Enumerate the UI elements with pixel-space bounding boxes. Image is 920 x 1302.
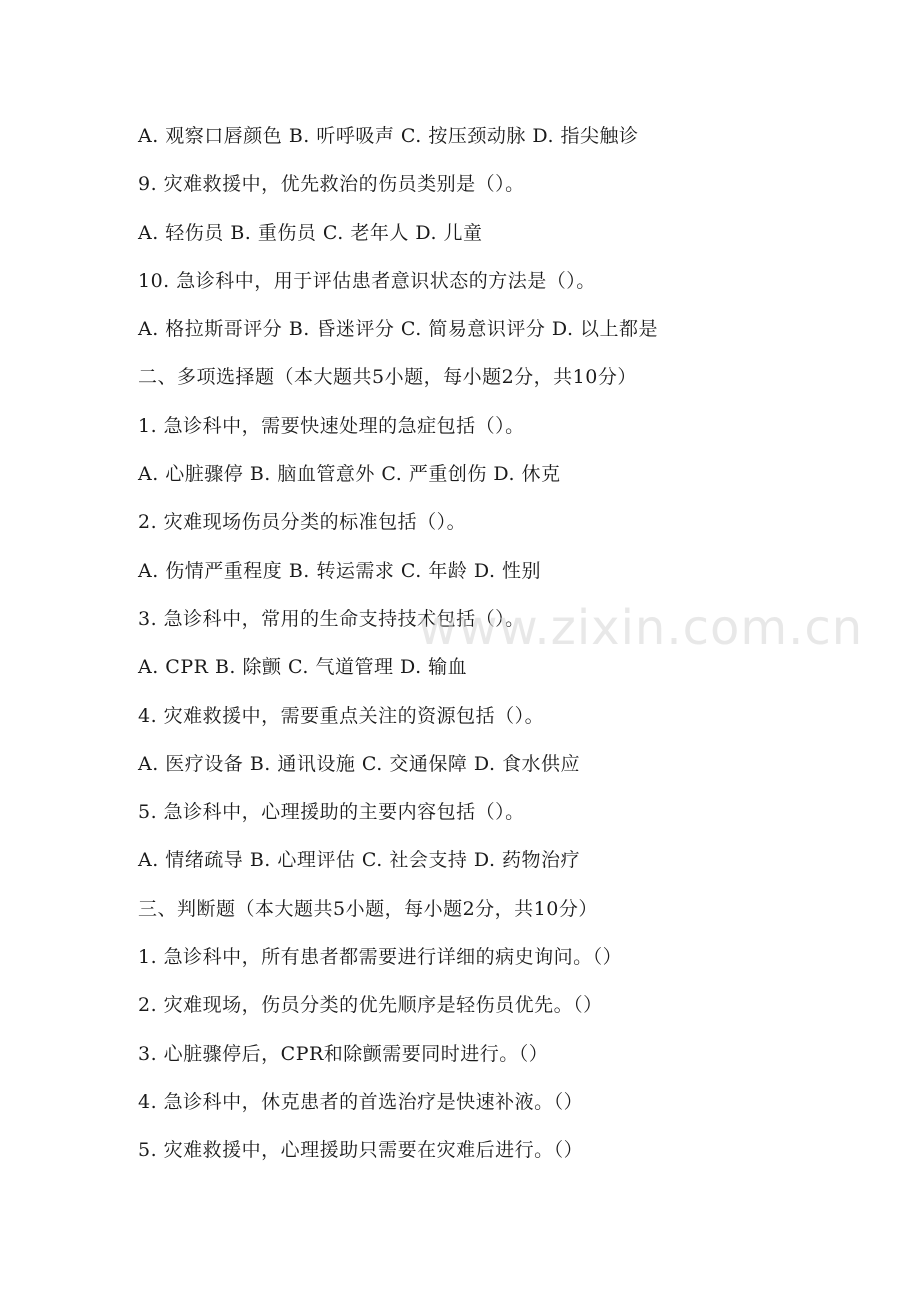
text-line: A. CPR B. 除颤 C. 气道管理 D. 输血 (138, 656, 468, 679)
text-line: A. 格拉斯哥评分 B. 昏迷评分 C. 简易意识评分 D. 以上都是 (138, 318, 659, 341)
text-line: A. 医疗设备 B. 通讯设施 C. 交通保障 D. 食水供应 (138, 752, 581, 775)
text-line: 5. 灾难救援中，心理援助只需要在灾难后进行。（） (138, 1139, 584, 1162)
text-line: 1. 急诊科中，需要快速处理的急症包括（）。 (138, 414, 525, 437)
text-line: A. 情绪疏导 B. 心理评估 C. 社会支持 D. 药物治疗 (138, 849, 581, 872)
text-line: A. 轻伤员 B. 重伤员 C. 老年人 D. 儿童 (138, 221, 483, 244)
text-line: 9. 灾难救援中，优先救治的伤员类别是（）。 (138, 173, 525, 196)
text-line: 1. 急诊科中，所有患者都需要进行详细的病史询问。（） (138, 946, 623, 969)
section-heading: 二、多项选择题（本大题共5小题，每小题2分，共10分） (138, 366, 637, 389)
text-line: 5. 急诊科中，心理援助的主要内容包括（）。 (138, 801, 525, 824)
text-line: 4. 灾难救援中，需要重点关注的资源包括（）。 (138, 704, 545, 727)
text-line: A. 观察口唇颜色 B. 听呼吸声 C. 按压颈动脉 D. 指尖触诊 (138, 125, 639, 147)
text-line: A. 心脏骤停 B. 脑血管意外 C. 严重创伤 D. 休克 (138, 463, 561, 486)
text-line: 3. 心脏骤停后，CPR和除颤需要同时进行。（） (138, 1042, 549, 1065)
text-line: 3. 急诊科中，常用的生命支持技术包括（）。 (138, 607, 525, 630)
text-line: 2. 灾难现场伤员分类的标准包括（）。 (138, 511, 467, 534)
section-heading: 三、判断题（本大题共5小题，每小题2分，共10分） (138, 897, 598, 920)
watermark: www.zixin.com.cn (418, 600, 864, 656)
text-line: 4. 急诊科中，休克患者的首选治疗是快速补液。（） (138, 1090, 584, 1113)
text-line: 10. 急诊科中，用于评估患者意识状态的方法是（）。 (138, 269, 596, 292)
document-body (138, 112, 858, 1175)
text-line: A. 伤情严重程度 B. 转运需求 C. 年龄 D. 性别 (138, 559, 542, 582)
text-line: 2. 灾难现场，伤员分类的优先顺序是轻伤员优先。（） (138, 994, 603, 1017)
